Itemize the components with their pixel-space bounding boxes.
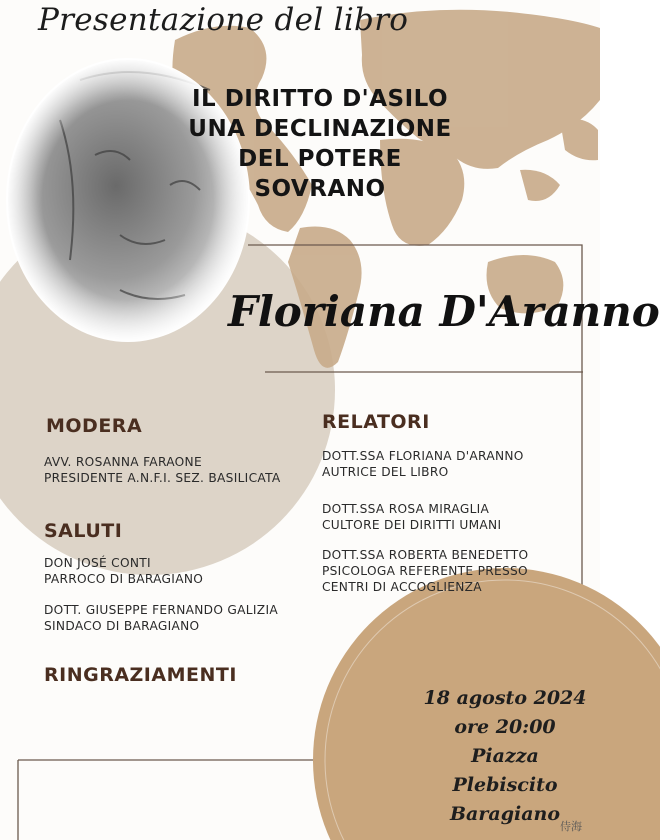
- event-date: 18 agosto 2024: [423, 687, 587, 709]
- event-town: Baragiano: [450, 803, 560, 825]
- relatore-line: CENTRI DI ACCOGLIENZA: [322, 580, 482, 594]
- person-name: DON JOSÉ CONTI: [44, 556, 151, 570]
- book-title-line: DEL POTERE: [238, 146, 402, 172]
- relatore-line: AUTRICE DEL LIBRO: [322, 465, 449, 479]
- watermark: 侍海: [560, 820, 582, 833]
- relatore-line: DOTT.SSA ROSA MIRAGLIA: [322, 502, 490, 516]
- relatore-line: PSICOLOGA REFERENTE PRESSO: [322, 564, 528, 578]
- saluti-heading: SALUTI: [44, 520, 123, 542]
- book-title: [120, 84, 520, 204]
- book-title-line: UNA DECLINAZIONE: [188, 116, 452, 142]
- person-role: SINDACO DI BARAGIANO: [44, 619, 200, 633]
- book-title-line: IL DIRITTO D'ASILO: [191, 86, 449, 112]
- moderator-name: AVV. ROSANNA FARAONE: [44, 455, 202, 469]
- saluti-person: [44, 602, 278, 634]
- relatore-line: DOTT.SSA FLORIANA D'ARANNO: [322, 449, 524, 463]
- event-details: [420, 684, 590, 829]
- modera-heading: MODERA: [46, 415, 143, 437]
- person-role: PARROCO DI BARAGIANO: [44, 572, 204, 586]
- modera-block: [44, 454, 281, 486]
- author-name: Floriana D'Aranno: [228, 287, 660, 336]
- person-name: DOTT. GIUSEPPE FERNANDO GALIZIA: [44, 603, 278, 617]
- relatore-line: DOTT.SSA ROBERTA BENEDETTO: [322, 548, 529, 562]
- relatori-heading: RELATORI: [322, 411, 430, 433]
- event-time: ore 20:00: [454, 716, 556, 738]
- saluti-person: [44, 555, 203, 587]
- ringraziamenti-heading: RINGRAZIAMENTI: [44, 664, 237, 686]
- relatore-entry: [322, 547, 528, 595]
- event-place: Piazza Plebiscito: [452, 745, 558, 796]
- event-type-header: Presentazione del libro: [38, 2, 409, 38]
- relatore-entry: [322, 501, 501, 533]
- relatore-entry: [322, 448, 524, 480]
- book-title-line: SOVRANO: [254, 176, 386, 202]
- relatore-line: CULTORE DEI DIRITTI UMANI: [322, 518, 502, 532]
- moderator-role: PRESIDENTE A.N.F.I. SEZ. BASILICATA: [44, 471, 281, 485]
